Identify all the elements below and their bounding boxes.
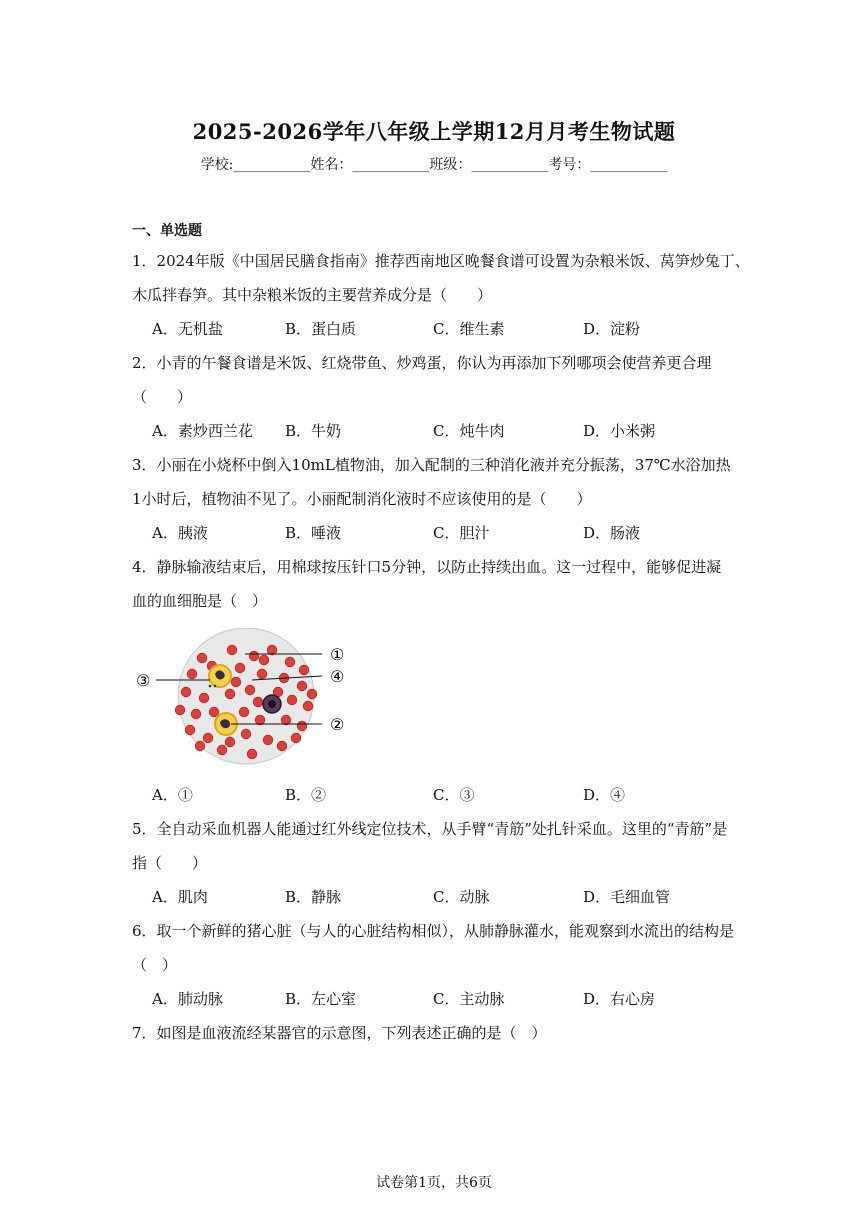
q6-line2: （ ） xyxy=(132,956,178,974)
red-blood-cell xyxy=(225,689,235,699)
q3-option-b: B．唾液 xyxy=(285,524,342,542)
q4-option-c: C．③ xyxy=(433,786,475,804)
q4-option-b: B．② xyxy=(285,786,327,804)
red-blood-cell xyxy=(267,645,277,655)
red-blood-cell xyxy=(263,735,273,745)
nucleated-cell-core xyxy=(268,700,276,708)
red-blood-cell xyxy=(217,745,227,755)
q3-line1: 3．小丽在小烧杯中倒入10mL植物油，加入配制的三种消化液并充分振荡，37℃水浴加热 xyxy=(132,456,731,474)
red-blood-cell xyxy=(175,705,185,715)
red-blood-cell xyxy=(297,721,307,731)
platelet-dot xyxy=(209,685,212,688)
q3-option-c: C．胆汁 xyxy=(433,524,490,542)
q2-line2: （ ） xyxy=(132,388,193,406)
exam-title: 2025-2026学年八年级上学期12月月考生物试题 xyxy=(192,119,676,144)
red-blood-cell xyxy=(303,701,313,711)
red-blood-cell xyxy=(255,715,265,725)
q7-line1: 7．如图是血液流经某器官的示意图，下列表述正确的是（ ） xyxy=(132,1024,547,1042)
red-blood-cell xyxy=(285,657,295,667)
red-blood-cell xyxy=(197,653,207,663)
q4-option-a: A．① xyxy=(152,786,193,804)
red-blood-cell xyxy=(257,669,267,679)
red-blood-cell xyxy=(203,733,213,743)
figure-label-3: ③ xyxy=(136,671,151,690)
q5-option-a: A．肌肉 xyxy=(152,888,208,906)
red-blood-cell xyxy=(277,741,287,751)
red-blood-cell xyxy=(191,709,201,719)
red-blood-cell xyxy=(249,651,259,661)
q6-option-c: C．主动脉 xyxy=(433,990,505,1008)
red-blood-cell xyxy=(225,737,235,747)
red-blood-cell xyxy=(281,715,291,725)
q2-option-b: B．牛奶 xyxy=(285,422,342,440)
q5-line1: 5．全自动采血机器人能通过红外线定位技术，从手臂“青筋”处扎针采血。这里的“青筋”是 xyxy=(132,820,728,838)
section-heading: 一、单选题 xyxy=(132,223,202,239)
q2-option-d: D．小米粥 xyxy=(583,422,656,440)
q4-line2: 血的血细胞是（ ） xyxy=(132,592,268,610)
q2-option-c: C．炖牛肉 xyxy=(433,422,505,440)
q5-option-d: D．毛细血管 xyxy=(583,888,671,906)
q6-line1: 6．取一个新鲜的猪心脏（与人的心脏结构相似），从肺静脉灌水，能观察到水流出的结构是 xyxy=(132,922,735,940)
red-blood-cell xyxy=(181,687,191,697)
q3-line2: 1小时后，植物油不见了。小丽配制消化液时不应该使用的是（ ） xyxy=(132,490,592,508)
red-blood-cell xyxy=(245,685,255,695)
red-blood-cell xyxy=(185,725,195,735)
red-blood-cell xyxy=(247,749,257,759)
figure-label-1: ① xyxy=(330,645,345,664)
q3-option-d: D．肠液 xyxy=(583,524,641,542)
blood-smear-figure xyxy=(132,628,362,768)
red-blood-cell xyxy=(307,689,317,699)
red-blood-cell xyxy=(291,733,301,743)
red-blood-cell xyxy=(209,707,219,717)
figure-label-4: ④ xyxy=(330,667,345,686)
red-blood-cell xyxy=(231,677,241,687)
red-blood-cell xyxy=(241,729,251,739)
red-blood-cell xyxy=(195,741,205,751)
red-blood-cell xyxy=(187,669,197,679)
red-blood-cell xyxy=(199,693,209,703)
red-blood-cell xyxy=(239,707,249,717)
q1-line2: 木瓜拌春笋。其中杂粮米饭的主要营养成分是（ ） xyxy=(132,286,493,304)
q5-option-c: C．动脉 xyxy=(433,888,490,906)
red-blood-cell xyxy=(299,665,309,675)
red-blood-cell xyxy=(297,681,307,691)
q1-option-a: A．无机盐 xyxy=(152,320,223,338)
red-blood-cell xyxy=(227,645,237,655)
q1-option-c: C．维生素 xyxy=(433,320,505,338)
q5-line2: 指（ ） xyxy=(132,854,208,872)
q3-option-a: A．胰液 xyxy=(152,524,208,542)
q5-option-b: B．静脉 xyxy=(285,888,342,906)
figure-label-2: ② xyxy=(330,715,345,734)
q2-option-a: A．素炒西兰花 xyxy=(152,422,253,440)
q6-option-b: B．左心室 xyxy=(285,990,357,1008)
red-blood-cell xyxy=(235,663,245,673)
q1-option-b: B．蛋白质 xyxy=(285,320,357,338)
red-blood-cell xyxy=(287,695,297,705)
platelet-dot xyxy=(214,685,217,688)
page-footer: 试卷第1页，共6页 xyxy=(376,1175,492,1191)
q6-option-a: A．肺动脉 xyxy=(152,990,223,1008)
red-blood-cell xyxy=(253,697,263,707)
q4-option-d: D．④ xyxy=(583,786,626,804)
q1-line1: 1．2024年版《中国居民膳食指南》推荐西南地区晚餐食谱可设置为杂粮米饭、莴笋炒兔丁、 xyxy=(132,252,750,270)
red-blood-cell xyxy=(259,655,269,665)
q2-line1: 2．小青的午餐食谱是米饭、红烧带鱼、炒鸡蛋，你认为再添加下列哪项会使营养更合理 xyxy=(132,354,712,372)
q4-line1: 4．静脉输液结束后，用棉球按压针口5分钟，以防止持续出血。这一过程中，能够促进凝 xyxy=(132,558,722,576)
q6-option-d: D．右心房 xyxy=(583,990,656,1008)
student-info-line: 学校:___________姓名：___________班级：___________考号：___________ xyxy=(200,157,668,173)
q1-option-d: D．淀粉 xyxy=(583,320,641,338)
